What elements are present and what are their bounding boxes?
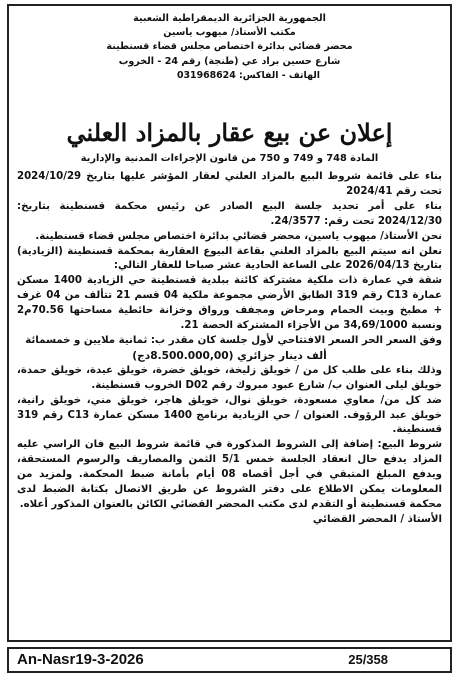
paragraph-bailiff: نحن الأستاذ/ ميهوب ياسين، محضر قضائي بدائرة اختصاص مجلس قضاء قسنطينة.: [35, 230, 442, 242]
paragraph-plaintiffs: وذلك بناء على طلب كل من / خويلق زليخة، خويلق خضرة، خويلق عيدة، خويلق حمدة، خويلق ليلى العنوان ب/ شارع عبود مبروك رقم D02 الخروب قسنطينة.: [17, 364, 442, 391]
office-address: شارع حسين براد عي (طنجة) رقم 24 - الخروب: [118, 55, 341, 67]
signature: الأستاذ / المحضر القضائي: [312, 513, 442, 525]
jurisdiction: محضر قضائي بدائرة اختصاص مجلس قضاء قسنطينة: [106, 41, 353, 53]
newspaper-code: An-Nasr19-3-2026: [17, 651, 144, 668]
office-phone: الهاتف - الفاكس: 031968624: [177, 69, 320, 81]
legal-reference: المادة 748 و 749 و 750 من قانون الإجراءات المدنية والإدارية: [80, 153, 379, 164]
opening-price-amount: ألف دينار جزائري (8.500.000,00دج): [132, 349, 327, 362]
announcement-number: 25/358: [348, 652, 388, 667]
paragraph-conditions-register: بناء على قائمة شروط البيع بالمزاد العلني لعقار المؤشر عليها بتاريخ 2024/10/29 تحت رقم 2024/41: [17, 171, 442, 197]
paragraph-defendants: ضد كل من/ معاوي مسعودة، خويلق نوال، خويلق هاجر، خويلق مني، خويلق رانية، خويلق عبد الرؤوف. العنوان / حي الزيادية برنامج 1400 مسكن عمارة C13 رقم 319 قسنطينة.: [17, 394, 442, 436]
announcement-body: [17, 170, 442, 528]
announcement-title: إعلان عن بيع عقار بالمزاد العلني: [66, 118, 393, 147]
paragraph-court-order: بناء على أمر تحديد جلسة البيع الصادر عن رئيس محكمة قسنطينة بتاريخ: 2024/12/30 تحت رقم: 24/3577.: [17, 200, 442, 227]
paragraph-sale-date: نعلن انه سيتم البيع بالمزاد العلني بقاعة البيوع العقارية بمحكمة قسنطينة (الزيادية) بتاريخ 2026/04/13 على الساعة الحادية عشر صباحا للعقار التالي:: [17, 245, 442, 272]
paragraph-property: شقة في عمارة ذات ملكية مشتركة كائنة ببلدية قسنطينة حي الزيادية 1400 مسكن عمارة C13 رقم 319 الطابق الأرضي مجموعة ملكية 04 قسم 21 تتألف من 04 غرف + مطبخ وبيت الحمام ومرحاض ومجفف ورواق وخزانة حائطية مساحتها 70.56م2 ونسبة 34,69/1000 من الأجزاء المشتركة الحصة 21.: [17, 275, 443, 332]
paragraph-sale-terms: شروط البيع: إضافة إلى الشروط المذكورة في قائمة شروط البيع فان الراسي عليه المزاد يدفع حال انعقاد الجلسة خمس 5/1 الثمن والمصاريف والرسوم المستحقة، ويدفع المبلغ المتبقي في أجل أقصاه 08 أيام بأمانة ضبط المحكمة. ولمزيد من المعلومات يمكن الاطلاع على دفتر الشروط عن طريق الاتصال بكتابة الضبط لدى محكمة قسنطينة أو التقدم لدى مكتب المحضر القضائي الكائن بالعنوان المذكور أعلاه.: [17, 439, 442, 510]
paragraph-opening-price: وفق السعر الحر السعر الافتتاحي لأول جلسة كان مقدر ب: ثمانية ملايين و خمسمائة: [25, 334, 442, 346]
publication-footer: [7, 647, 452, 673]
letterhead: [9, 12, 450, 83]
announcement-frame: [7, 4, 452, 642]
republic-name: الجمهورية الجزائرية الديمقراطية الشعبية: [133, 13, 326, 24]
office-name: مكتب الأستاذ/ ميهوب ياسين: [163, 27, 296, 39]
